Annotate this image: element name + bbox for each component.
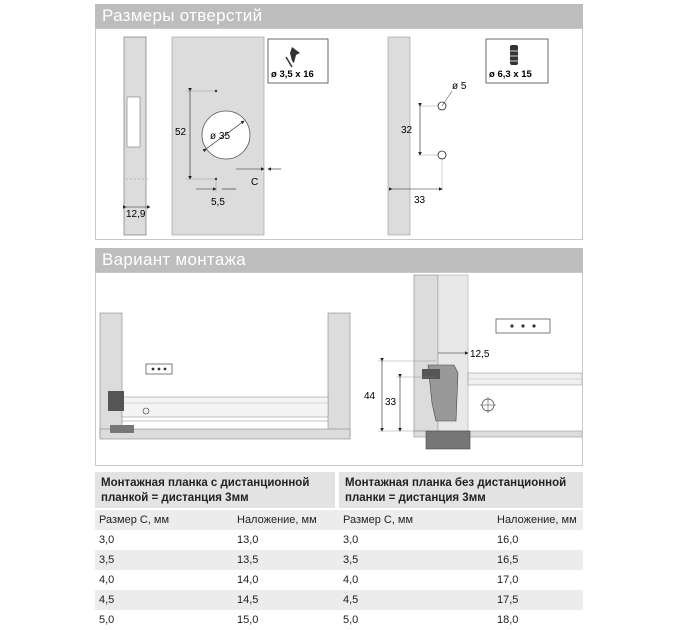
euro-screw-icon	[510, 45, 518, 65]
hinge-cup-slot	[127, 97, 140, 147]
dim-52: 52	[175, 127, 187, 138]
table-title-left: Монтажная планка с дистанционной планкой = дистанция 3мм	[95, 472, 335, 508]
table-row: 4,0 14,0 4,0 17,0	[99, 574, 519, 586]
cabinet-side-detail	[414, 275, 582, 449]
col-size-c-left: Размер С, мм	[99, 514, 170, 526]
dim-c: C	[251, 177, 259, 188]
hole-dimensions-diagram	[96, 29, 582, 239]
table-row: 4,5 14,5 4,5 17,5	[95, 590, 583, 610]
dim-ø5: ø 5	[452, 81, 467, 92]
dim-33-mount: 33	[385, 397, 397, 408]
screw-label-right: ø 6,3 x 15	[489, 69, 532, 80]
dim-5-5: 5,5	[211, 197, 225, 208]
table-title-right: Монтажная планка без дистанционной планки = дистанция 3мм	[339, 472, 583, 508]
hole-bottom	[438, 151, 446, 159]
cabinet-front-view	[100, 313, 350, 439]
mounting-diagram	[96, 273, 582, 465]
hole-dimensions-panel	[95, 28, 583, 240]
section-title: Размеры отверстий	[102, 6, 263, 25]
dim-ø35: ø 35	[210, 131, 231, 142]
dim-12-5: 12,5	[470, 349, 490, 360]
col-overlay-left: Наложение, мм	[237, 514, 317, 526]
col-overlay-right: Наложение, мм	[497, 514, 577, 526]
table-row: 3,5 13,5 3,5 16,5	[95, 550, 583, 570]
dim-12-9: 12,9	[126, 209, 146, 220]
section-header-mounting	[95, 248, 583, 272]
table-row: 3,0 13,0 3,0 16,0	[99, 534, 519, 546]
col-size-c-right: Размер С, мм	[343, 514, 414, 526]
section-title: Вариант монтажа	[102, 250, 247, 269]
dim-32: 32	[401, 125, 413, 136]
table-row: 5,0 15,0 5,0 18,0	[99, 614, 519, 626]
screw-label-left: ø 3,5 x 16	[271, 69, 314, 80]
dim-44: 44	[364, 391, 376, 402]
dim-33: 33	[414, 195, 426, 206]
mounting-panel	[95, 272, 583, 466]
plate-side-profile	[388, 37, 410, 235]
section-header-hole-dimensions	[95, 4, 583, 28]
table-header-row	[95, 510, 583, 530]
